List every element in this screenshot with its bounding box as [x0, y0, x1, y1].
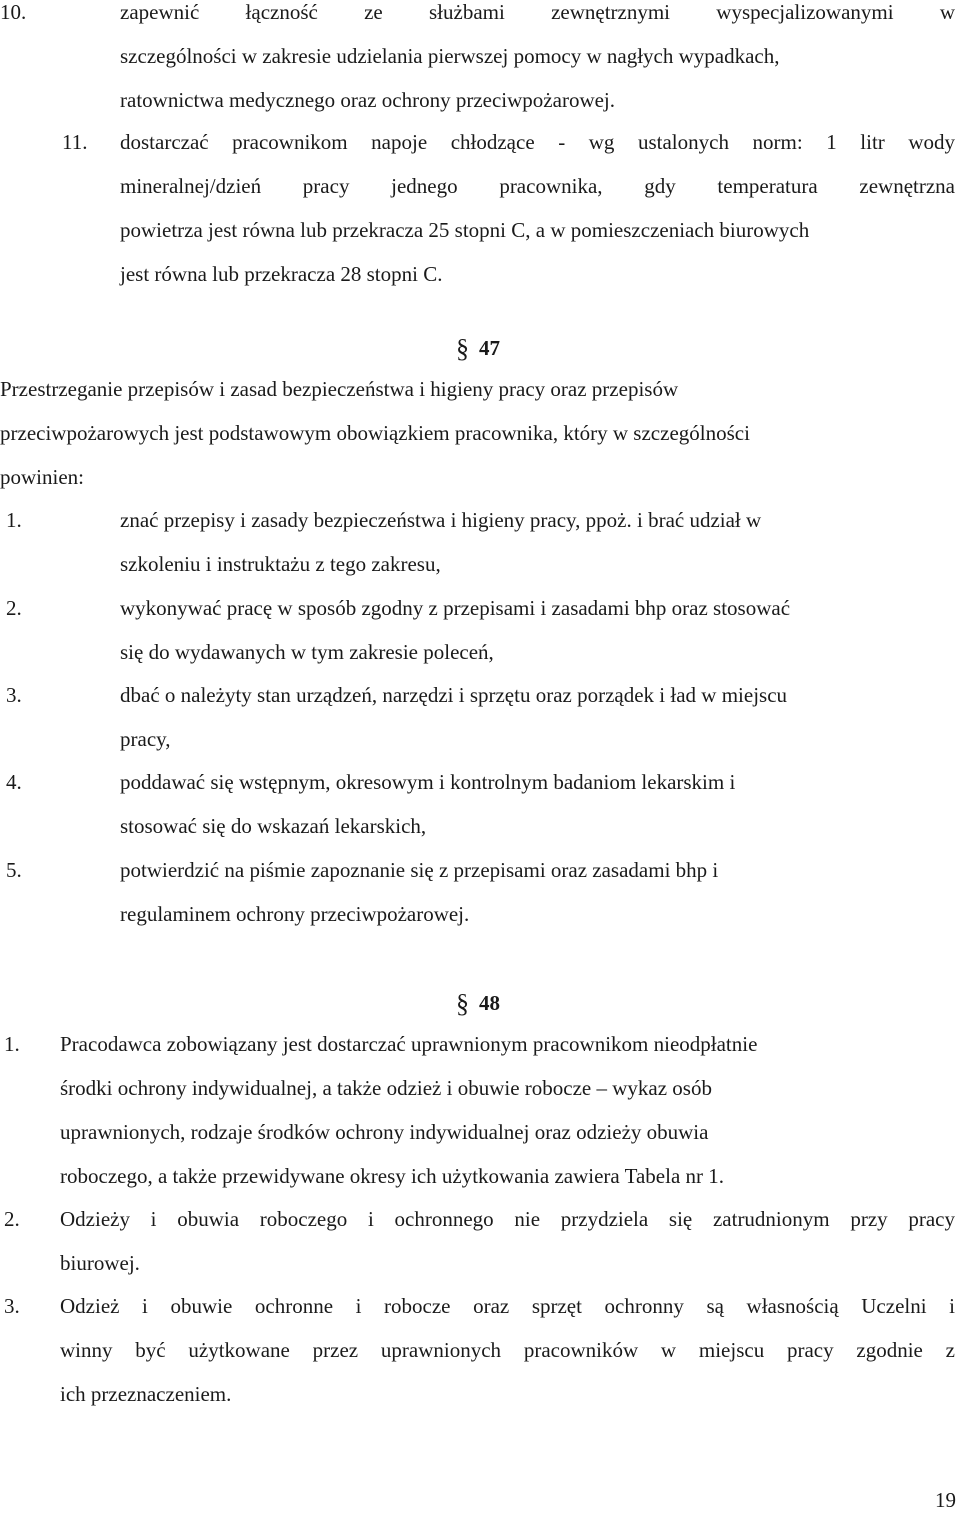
list-item-text-line: powietrza jest równa lub przekracza 25 stopni C, a w pomieszczeniach biurowych	[120, 218, 810, 242]
list-item-text-line: ratownictwa medycznego oraz ochrony przeciwpożarowej.	[120, 88, 616, 112]
list-item-text-line: Odzieży i obuwia roboczego i ochronnego nie przydziela się zatrudnionym przy pracy	[60, 1207, 955, 1231]
list-item-text-line: dostarczać pracownikom napoje chłodzące - wg ustalonych norm: 1 litr wody	[120, 130, 955, 154]
list-item-text-line: się do wydawanych w tym zakresie poleceń,	[120, 640, 494, 664]
list-item-text-line: szkoleniu i instruktażu z tego zakresu,	[120, 552, 441, 576]
list-item-text-line: pracy,	[120, 727, 171, 751]
section-intro-line: powinien:	[0, 465, 84, 489]
list-item-text-line: Odzież i obuwie ochronne i robocze oraz sprzęt ochronny są własnością Uczelni i	[60, 1294, 955, 1318]
list-item-number: 4.	[6, 770, 22, 794]
list-item-number: 2.	[4, 1207, 20, 1231]
list-item-text-line: wykonywać pracę w sposób zgodny z przepisami i zasadami bhp oraz stosować	[120, 596, 791, 620]
section-intro-line: Przestrzeganie przepisów i zasad bezpieczeństwa i higieny pracy oraz przepisów	[0, 377, 679, 401]
list-item-text-line: jest równa lub przekracza 28 stopni C.	[120, 262, 443, 286]
list-item-number: 10.	[0, 0, 27, 24]
list-item-text-line: winny być użytkowane przez uprawnionych pracowników w miejscu pracy zgodnie z	[60, 1338, 955, 1362]
list-item-text-line: roboczego, a także przewidywane okresy ich użytkowania zawiera Tabela nr 1.	[60, 1164, 725, 1188]
list-item-text-line: biurowej.	[60, 1251, 140, 1275]
list-item-number: 3.	[6, 683, 22, 707]
list-item-number: 5.	[6, 858, 22, 882]
list-item-text-line: regulaminem ochrony przeciwpożarowej.	[120, 902, 470, 926]
section-intro-line: przeciwpożarowych jest podstawowym obowiązkiem pracownika, który w szczególności	[0, 421, 750, 445]
list-item-text-line: szczególności w zakresie udzielania pierwszej pomocy w nagłych wypadkach,	[120, 44, 780, 68]
section-symbol: §	[456, 334, 469, 363]
list-item-text-line: mineralnej/dzień pracy jednego pracownika, gdy temperatura zewnętrzna	[120, 174, 955, 198]
page-number: 19	[935, 1488, 956, 1512]
list-item-text-line: stosować się do wskazań lekarskich,	[120, 814, 427, 838]
list-item-number: 1.	[4, 1032, 20, 1056]
list-item-text-line: dbać o należyty stan urządzeń, narzędzi i sprzętu oraz porządek i ład w miejscu	[120, 683, 788, 707]
section-symbol: §	[456, 989, 469, 1018]
list-item-text-line: poddawać się wstępnym, okresowym i kontrolnym badaniom lekarskim i	[120, 770, 736, 794]
list-item-text-line: Pracodawca zobowiązany jest dostarczać uprawnionym pracownikom nieodpłatnie	[60, 1032, 758, 1056]
list-item-text-line: środki ochrony indywidualnej, a także odzież i obuwie robocze – wykaz osób	[60, 1076, 712, 1100]
list-item-number: 3.	[4, 1294, 20, 1318]
list-item-text-line: znać przepisy i zasady bezpieczeństwa i higieny pracy, ppoż. i brać udział w	[120, 508, 762, 532]
section-heading	[456, 980, 500, 1025]
list-item-text-line: uprawnionych, rodzaje środków ochrony indywidualnej oraz odzieży obuwia	[60, 1120, 709, 1144]
list-item-text-line: potwierdzić na piśmie zapoznanie się z przepisami oraz zasadami bhp i	[120, 858, 719, 882]
list-item-number: 1.	[6, 508, 22, 532]
list-item-number: 11.	[62, 130, 88, 154]
list-item-text-line: zapewnić łączność ze służbami zewnętrznymi wyspecjalizowanymi w	[120, 0, 955, 24]
section-number: 47	[479, 336, 500, 360]
list-item-text-line: ich przeznaczeniem.	[60, 1382, 232, 1406]
section-heading	[456, 325, 500, 370]
list-item-number: 2.	[6, 596, 22, 620]
section-number: 48	[479, 991, 500, 1015]
